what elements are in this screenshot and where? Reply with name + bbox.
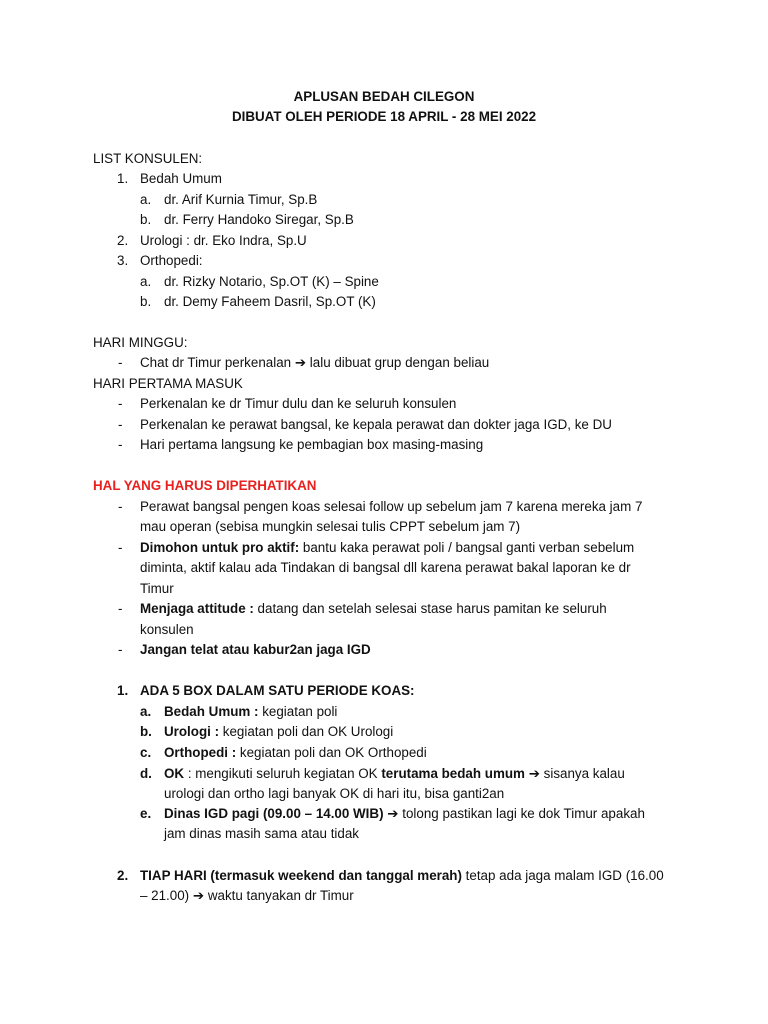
box-item-line2: jam dinas masih sama atau tidak xyxy=(164,826,360,841)
bold-lead: TIAP HARI (termasuk weekend dan tanggal merah) xyxy=(140,868,462,883)
item-text: datang dan setelah selesai stase harus pamitan ke seluruh xyxy=(253,601,607,616)
box-item xyxy=(164,765,625,783)
konsulen-num: 3. xyxy=(117,253,129,268)
box-item xyxy=(164,805,645,823)
box-letter: a. xyxy=(140,704,152,719)
box-item xyxy=(164,703,337,721)
doc-subtitle: DIBUAT OLEH PERIODE 18 APRIL - 28 MEI 2022 xyxy=(231,109,537,124)
bold-lead: Dimohon untuk pro aktif: xyxy=(140,540,300,555)
perhatian-item-line: Jangan telat atau kabur2an jaga IGD xyxy=(140,642,371,657)
dash-bullet: - xyxy=(118,642,123,657)
box-heading: ADA 5 BOX DALAM SATU PERIODE KOAS: xyxy=(140,683,415,698)
dash-bullet: - xyxy=(118,355,123,370)
section-num: 2. xyxy=(117,868,129,883)
perhatian-item-line: Perawat bangsal pengen koas selesai follow up sebelum jam 7 karena mereka jam 7 xyxy=(140,499,643,514)
bold-lead: Orthopedi : xyxy=(164,745,237,760)
hari-pertama-item: Perkenalan ke perawat bangsal, ke kepala perawat dan dokter jaga IGD, ke DU xyxy=(140,417,612,432)
arrow-right-icon: ➔ xyxy=(192,888,205,903)
arrow-right-icon: ➔ xyxy=(528,766,540,781)
perhatian-item-line: diminta, aktif kalau ada Tindakan di bangsal dll karena perawat bakal laporan ke dr xyxy=(140,560,631,575)
bold-lead: Dinas IGD pagi (09.00 – 14.00 WIB) xyxy=(164,806,384,821)
konsulen-num: 1. xyxy=(117,171,129,186)
item-text: : mengikuti seluruh kegiatan OK xyxy=(184,766,382,781)
tiap-hari-line2 xyxy=(140,887,354,905)
konsulen-sub-item: dr. Ferry Handoko Siregar, Sp.B xyxy=(164,212,354,227)
doc-title: APLUSAN BEDAH CILEGON xyxy=(293,89,475,104)
perhatian-heading: HAL YANG HARUS DIPERHATIKAN xyxy=(93,478,317,493)
box-item xyxy=(164,723,393,741)
perhatian-item-line: konsulen xyxy=(140,622,194,637)
item-text: kegiatan poli dan OK Orthopedi xyxy=(236,745,427,760)
konsulen-item-urologi: Urologi : dr. Eko Indra, Sp.U xyxy=(140,233,307,248)
perhatian-item-line xyxy=(140,600,607,618)
item-text: kegiatan poli dan OK Urologi xyxy=(219,724,394,739)
bold-emphasis: terutama bedah umum xyxy=(381,766,525,781)
item-text: waktu tanyakan dr Timur xyxy=(207,888,354,903)
section-num: 1. xyxy=(117,683,129,698)
item-text: tolong pastikan lagi ke dok Timur apakah xyxy=(402,806,645,821)
konsulen-sub-item: dr. Rizky Notario, Sp.OT (K) – Spine xyxy=(164,274,379,289)
tiap-hari-line xyxy=(140,867,664,885)
item-text: kegiatan poli xyxy=(258,704,338,719)
dash-bullet: - xyxy=(118,396,123,411)
dash-bullet: - xyxy=(118,417,123,432)
hari-minggu-heading: HARI MINGGU: xyxy=(93,335,188,350)
dash-bullet: - xyxy=(118,540,123,555)
item-text: sisanya kalau xyxy=(543,766,625,781)
sub-letter: a. xyxy=(140,274,152,289)
konsulen-item-orthopedi: Orthopedi: xyxy=(140,253,203,268)
konsulen-heading: LIST KONSULEN: xyxy=(93,151,203,166)
box-letter: b. xyxy=(140,724,152,739)
konsulen-num: 2. xyxy=(117,233,129,248)
arrow-right-icon: ➔ xyxy=(387,806,399,821)
bold-lead: Urologi : xyxy=(164,724,220,739)
bold-lead: Bedah Umum : xyxy=(164,704,259,719)
hari-minggu-item xyxy=(140,354,489,372)
perhatian-item-line xyxy=(140,539,634,557)
box-item xyxy=(164,744,427,762)
item-text: lalu dibuat grup dengan beliau xyxy=(309,355,490,370)
item-text: tetap ada jaga malam IGD (16.00 xyxy=(461,868,664,883)
perhatian-item-line: mau operan (sebisa mungkin selesai tulis CPPT sebelum jam 7) xyxy=(140,519,521,534)
perhatian-item-line: Timur xyxy=(140,581,174,596)
bold-lead: Menjaga attitude : xyxy=(140,601,254,616)
box-item-line2: urologi dan ortho lagi banyak OK di hari itu, bisa ganti2an xyxy=(164,786,505,801)
konsulen-sub-item: dr. Demy Faheem Dasril, Sp.OT (K) xyxy=(164,294,376,309)
dash-bullet: - xyxy=(118,437,123,452)
sub-letter: b. xyxy=(140,212,152,227)
item-text: – 21.00) xyxy=(140,888,190,903)
box-letter: d. xyxy=(140,766,152,781)
box-letter: c. xyxy=(140,745,152,760)
item-text: bantu kaka perawat poli / bangsal ganti verban sebelum xyxy=(299,540,635,555)
arrow-right-icon: ➔ xyxy=(294,355,307,370)
hari-pertama-item: Perkenalan ke dr Timur dulu dan ke seluruh konsulen xyxy=(140,396,457,411)
bold-lead: OK xyxy=(164,766,185,781)
hari-pertama-heading: HARI PERTAMA MASUK xyxy=(93,376,243,391)
item-text: Chat dr Timur perkenalan xyxy=(140,355,292,370)
dash-bullet: - xyxy=(118,601,123,616)
hari-pertama-item: Hari pertama langsung ke pembagian box masing-masing xyxy=(140,437,484,452)
sub-letter: a. xyxy=(140,192,152,207)
sub-letter: b. xyxy=(140,294,152,309)
dash-bullet: - xyxy=(118,499,123,514)
box-letter: e. xyxy=(140,806,152,821)
konsulen-sub-item: dr. Arif Kurnia Timur, Sp.B xyxy=(164,192,318,207)
konsulen-item-bedah-umum: Bedah Umum xyxy=(140,171,222,186)
